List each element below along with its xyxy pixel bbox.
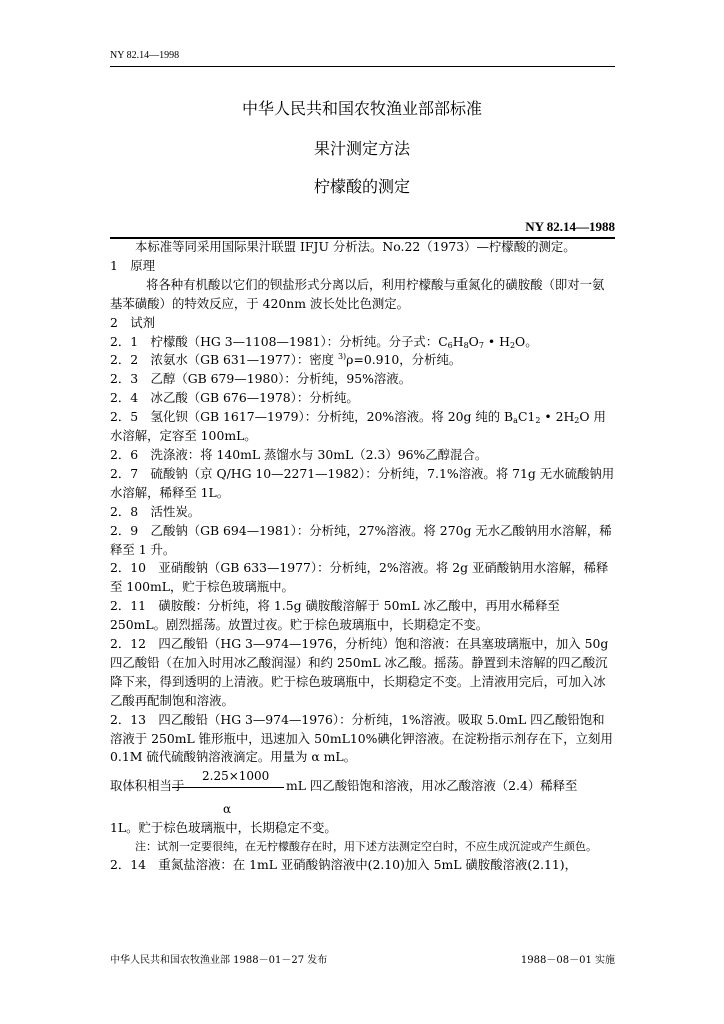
intro-paragraph: 本标准等同采用国际果汁联盟 IFJU 分析法。No.22（1973）—柠檬酸的测定。 (135, 239, 576, 254)
formula-denominator: α (223, 802, 232, 817)
header-rule (110, 66, 615, 67)
item-2-6: 2．6 洗涤液：将 140mL 蒸馏水与 30mL（2.3）96%乙醇混合。 (110, 446, 488, 462)
reagent-note: 注：试剂一定要很纯，在无柠檬酸存在时，用下述方法测定空白时，不应生成沉淀或产生颜色。 (135, 840, 597, 854)
item-2-7: 2．7 硫酸钠（京 Q/HG 10—2271—1982）：分析纯，7.1%溶液。将 71g 无水硫酸钠用水溶解，稀释至 1L。 (110, 465, 615, 500)
section-1-heading: 1 原理 (110, 257, 156, 273)
title-ministry: 中华人民共和国农牧渔业部部标准 (241, 99, 482, 118)
after-formula-text: 1L。贮于棕色玻璃瓶中，长期稳定不变。 (110, 820, 337, 836)
item-2-12: 2．12 四乙酸铅（HG 3—974—1976，分析纯）饱和溶液：在具塞玻璃瓶中，加入 50g 四乙酸铅（在加入时用冰乙酸润湿）和约 250mL 冰乙酸。摇荡。静置到未溶解的四乙酸沉降下来，得到透明的上清液。贮于棕色玻璃瓶中，长期稳定不变。上清液用完后，可加入冰乙酸再配制饱和溶液。 (110, 636, 609, 708)
item-2-1: 2．1 柠檬酸（HG 3—1108—1981）：分析纯。分子式：$C_6H_8O_7$ • $H_2O$。 (110, 333, 538, 350)
title-subject: 柠檬酸的测定 (313, 177, 410, 196)
body-text (110, 238, 615, 875)
item-2-3: 2．3 乙醇（GB 679—1980）：分析纯，95%溶液。 (110, 371, 412, 387)
item-2-4: 2．4 冰乙酸（GB 676—1978）：分析纯。 (110, 390, 359, 406)
item-2-8: 2．8 活性炭。 (110, 503, 201, 519)
formula-numerator: 2.25×1000 (202, 769, 270, 784)
title-method: 果汁测定方法 (313, 139, 410, 158)
item-2-2: 2．2 浓氨水（GB 631—1977）：密度 $^{3)}$ρ=0.910，分析纯。 (110, 352, 462, 368)
volume-formula (110, 767, 615, 819)
footer-effective: 1988－08－01 实施 (520, 955, 615, 966)
standard-code: NY 82.14—1988 (525, 219, 615, 234)
section-2-heading: 2 试剂 (110, 314, 156, 330)
item-2-13: 2．13 四乙酸铅（HG 3—974—1976）：分析纯，1%溶液。吸取 5.0mL 四乙酸铅饱和溶液于 250mL 锥形瓶中，迅速加入 50mL10%碘化钾溶液。在淀粉指示剂存在下，立刻用 0.1M 硫代硫酸钠溶液滴定。用量为 α mL。 (110, 711, 613, 765)
header-code: NY 82.14—1998 (110, 50, 180, 61)
item-2-9: 2．9 乙酸钠（GB 694—1981）：分析纯，27%溶液。将 270g 无水乙酸钠用水溶解，稀释至 1 升。 (110, 522, 612, 557)
formula-fraction-bar (172, 787, 284, 788)
formula-right-text: mL 四乙酸铅饱和溶液，用冰乙酸溶液（2.4）稀释至 (286, 778, 578, 794)
item-2-5: 2．5 氢化钡（GB 1617—1979）：分析纯，20%溶液。将 20g 纯的 $B_aC1_2$ • $2H_2O$ 用水溶解，定容至 100mL。 (110, 409, 606, 444)
item-2-14: 2．14 重氮盐溶液：在 1mL 亚硝酸钠溶液中(2.10)加入 5mL 磺胺酸溶液(2.11)， (110, 857, 578, 873)
item-2-11: 2．11 磺胺酸：分析纯，将 1.5g 磺胺酸溶解于 50mL 冰乙酸中，再用水稀释至 250mL。剧烈摇荡。放置过夜。贮于棕色玻璃瓶中，长期稳定不变。 (110, 598, 560, 633)
footer-issued: 中华人民共和国农牧渔业部 1988－01－27 发布 (110, 955, 328, 966)
formula-left-text: 取体积相当于 (110, 778, 185, 794)
section-1-text: 将各种有机酸以它们的钡盐形式分离以后，利用柠檬酸与重氮化的磺胺酸（即对一氨基苯磺酸）的特效反应，于 420nm 波长处比色测定。 (110, 276, 605, 311)
item-2-10: 2．10 亚硝酸钠（GB 633—1977）：分析纯，2%溶液。将 2g 亚硝酸钠用水溶解，稀释至 100mL，贮于棕色玻璃瓶中。 (110, 560, 609, 595)
